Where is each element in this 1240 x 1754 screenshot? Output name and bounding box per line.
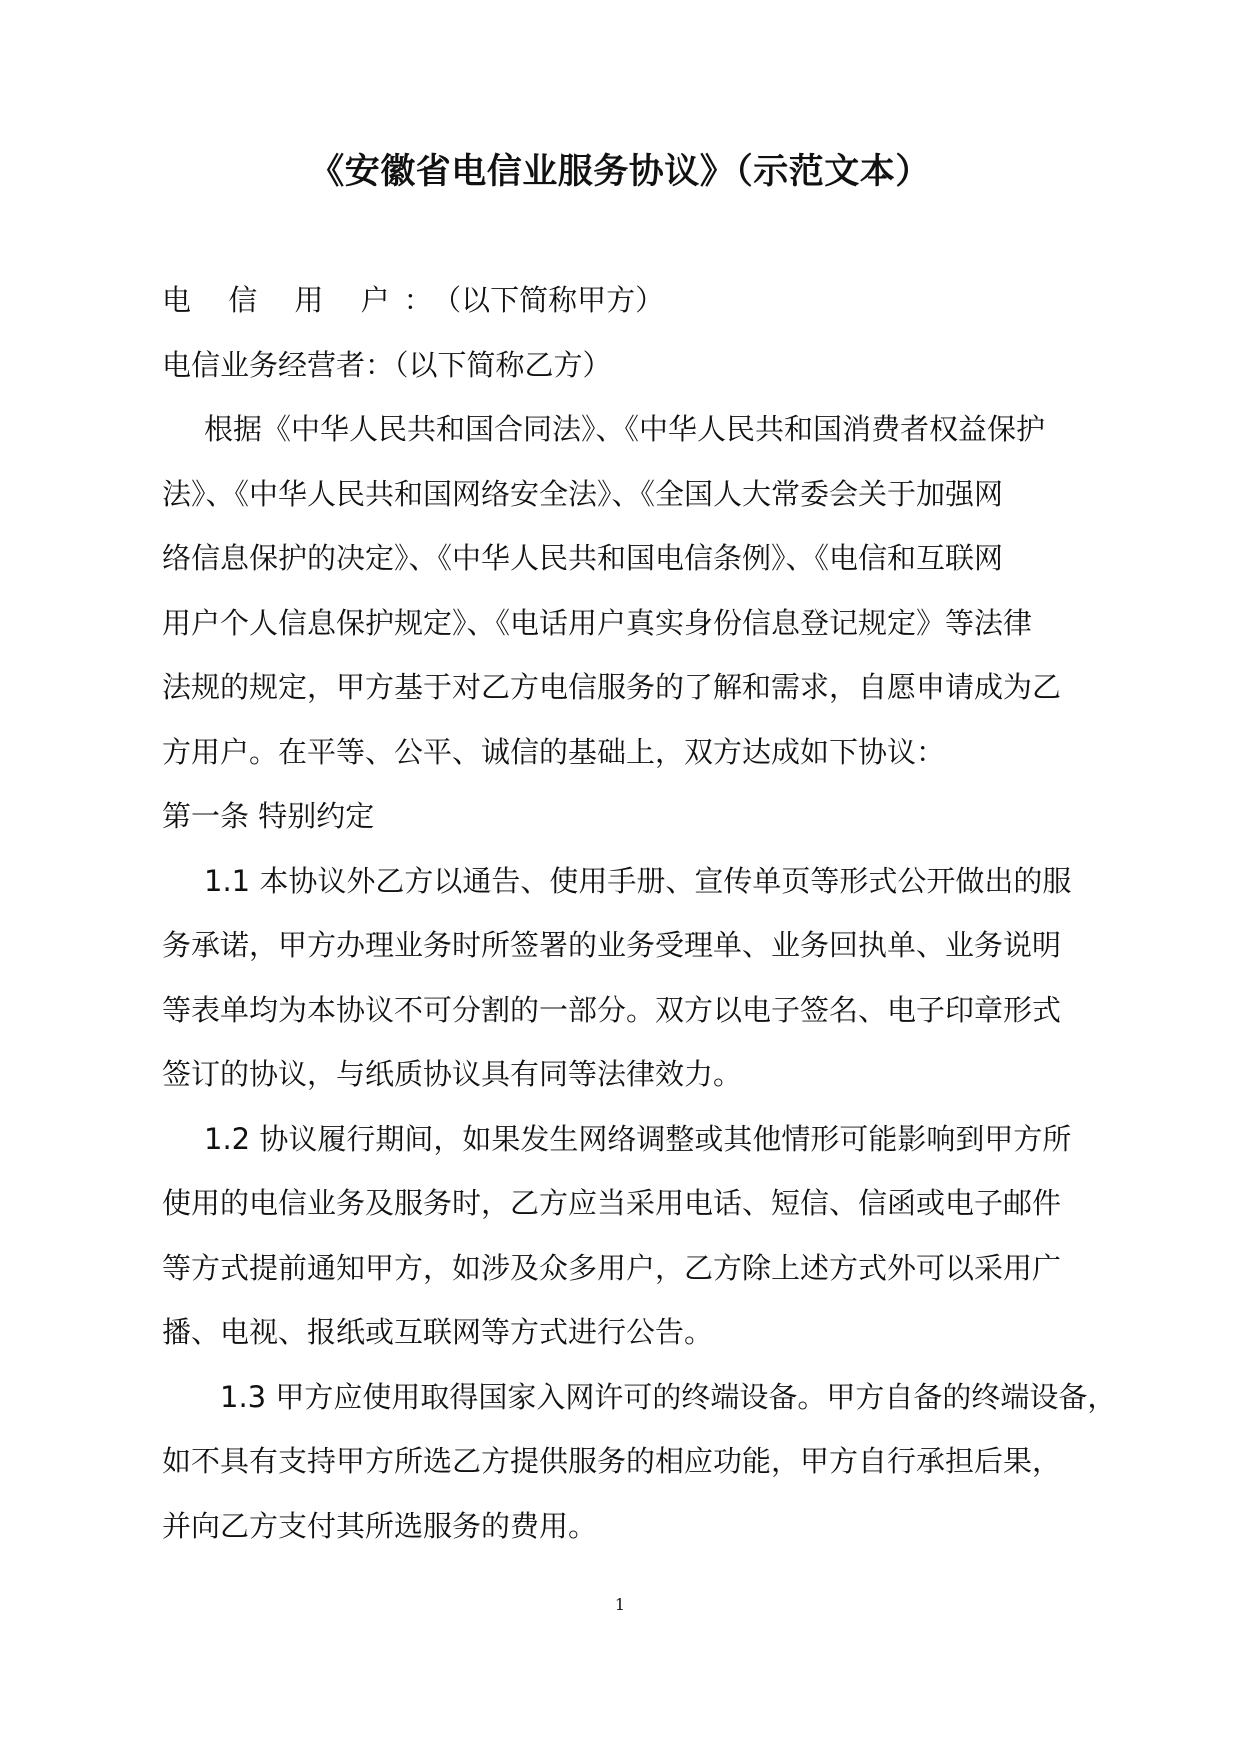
clause-1-3-line: 1.3 甲方应使用取得国家入网许可的终端设备。甲方自备的终端设备， (220, 1379, 1117, 1414)
party-b-note: （以下简称乙方） (394, 347, 612, 382)
article-1-heading: 第一条 特别约定 (162, 799, 375, 833)
clause-1-2-line: 播、电视、报纸或互联网等方式进行公告。 (162, 1315, 714, 1349)
clause-1-3-line: 如不具有支持甲方所选乙方提供服务的相应功能，甲方自行承担后果， (162, 1444, 1062, 1478)
party-a-line (162, 268, 1092, 333)
clause-1-1-line: 等表单均为本协议不可分割的一部分。双方以电子签名、电子印章形式 (162, 992, 1062, 1027)
preamble-line: 法》、《中华人民共和国网络安全法》、《全国人大常委会关于加强网 (162, 476, 1004, 511)
clause-1-1-line: 务承诺，甲方办理业务时所签署的业务受理单、业务回执单、业务说明 (162, 928, 1062, 962)
preamble-line: 法规的规定，甲方基于对乙方电信服务的了解和需求，自愿申请成为乙 (162, 670, 1062, 704)
document-title: 《安徽省电信业服务协议》（示范文本） (309, 152, 931, 192)
clause-1-1-line: 签订的协议，与纸质协议具有同等法律效力。 (162, 1057, 743, 1091)
party-a-label: 电 信 用 户： (162, 283, 447, 317)
clause-1-2-line: 使用的电信业务及服务时，乙方应当采用电话、短信、信函或电子邮件 (162, 1186, 1062, 1220)
preamble-line: 络信息保护的决定》、《中华人民共和国电信条例》、《电信和互联网 (162, 541, 1004, 575)
clause-1-2-line: 等方式提前通知甲方，如涉及众多用户，乙方除上述方式外可以采用广 (162, 1250, 1062, 1285)
document-body (162, 268, 1117, 1558)
preamble-line: 根据《中华人民共和国合同法》、《中华人民共和国消费者权益保护 (204, 412, 1046, 446)
preamble-line: 用户个人信息保护规定》、《电话用户真实身份信息登记规定》等法律 (162, 605, 1033, 640)
clause-1-1-line: 1.1 本协议外乙方以通告、使用手册、宣传单页等形式公开做出的服 (204, 863, 1072, 898)
clause-1-2-line: 1.2 协议履行期间，如果发生网络调整或其他情形可能影响到甲方所 (204, 1121, 1072, 1156)
clause-1-3-line: 并向乙方支付其所选服务的费用。 (162, 1508, 598, 1543)
page-number: 1 (614, 1595, 626, 1614)
preamble-line: 方用户。在平等、公平、诚信的基础上，双方达成如下协议： (162, 734, 946, 769)
party-a-note: （以下简称甲方） (446, 283, 665, 317)
party-b-label: 电信业务经营者： (162, 347, 395, 382)
party-b-line (162, 333, 1092, 398)
